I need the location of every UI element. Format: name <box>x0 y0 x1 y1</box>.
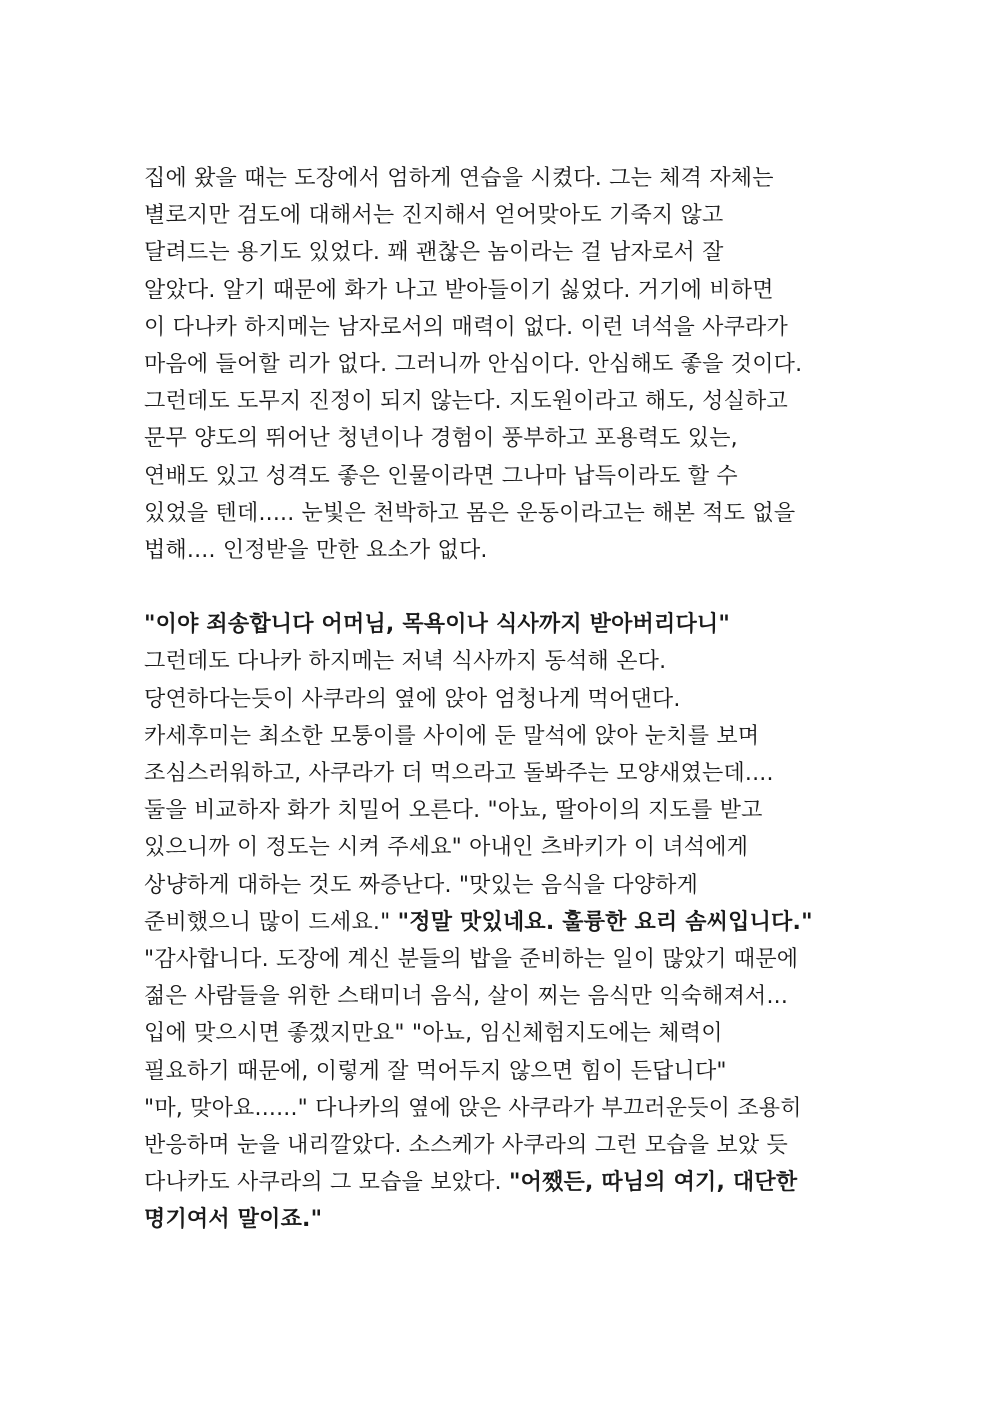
line-9-bold: "정말 맛있네요. 훌륭한 요리 솜씨입니다." <box>397 909 813 935</box>
paragraph-1-line-5: 이 다나카 하지메는 남자로서의 매력이 없다. 이런 녀석을 사쿠라가 <box>144 314 788 340</box>
paragraph-2-line-6: 둘을 비교하자 화가 치밀어 오른다. "아뇨, 딸아이의 지도를 받고 <box>144 798 763 824</box>
paragraph-2-line-16 <box>144 1164 864 1201</box>
line-9-plain: 준비했으니 많이 드세요." <box>144 909 398 935</box>
paragraph-2-line-14: "마, 맞아요......" 다나카의 옆에 앉은 사쿠라가 부끄러운듯이 조용히 <box>144 1095 802 1121</box>
paragraph-2-line-3: 당연하다는듯이 사쿠라의 옆에 앉아 엄청나게 먹어댄다. <box>144 686 681 712</box>
paragraph-1-line-1: 집에 왔을 때는 도장에서 엄하게 연습을 시켰다. 그는 체격 자체는 <box>144 166 774 191</box>
paragraph-2-line-9 <box>144 904 864 941</box>
paragraph-1-line-4: 알았다. 알기 때문에 화가 나고 받아들이기 싫었다. 거기에 비하면 <box>144 277 774 303</box>
paragraph-2-line-1: "이야 죄송합니다 어머님, 목욕이나 식사까지 받아버리다니" <box>144 612 731 638</box>
line-16-bold: "어쨌든, 따님의 여기, 대단한 <box>508 1170 798 1196</box>
paragraph-2-line-8: 상냥하게 대하는 것도 짜증난다. "맛있는 음식을 다양하게 <box>144 872 699 898</box>
paragraph-1-line-11: 법해.... 인정받을 만한 요소가 없다. <box>144 537 488 563</box>
paragraph-gap <box>144 569 864 606</box>
paragraph-2-line-15: 반응하며 눈을 내리깔았다. 소스케가 사쿠라의 그런 모습을 보았 듯 <box>144 1132 788 1158</box>
line-16-plain: 다나카도 사쿠라의 그 모습을 보았다. <box>144 1170 509 1196</box>
paragraph-1-line-10: 있었을 텐데..... 눈빛은 천박하고 몸은 운동이라고는 해본 적도 없을 <box>144 500 796 526</box>
paragraph-2-line-7: 있으니까 이 정도는 시켜 주세요" 아내인 츠바키가 이 녀석에게 <box>144 835 749 861</box>
paragraph-2-line-10: "감사합니다. 도장에 계신 분들의 밥을 준비하는 일이 많았기 때문에 <box>144 946 799 972</box>
paragraph-1-line-9: 연배도 있고 성격도 좋은 인물이라면 그나마 납득이라도 할 수 <box>144 463 738 489</box>
paragraph-1-line-2: 별로지만 검도에 대해서는 진지해서 얻어맞아도 기죽지 않고 <box>144 203 724 229</box>
paragraph-1-line-7: 그런데도 도무지 진정이 되지 않는다. 지도원이라고 해도, 성실하고 <box>144 389 788 415</box>
paragraph-2-line-4: 카세후미는 최소한 모퉁이를 사이에 둔 말석에 앉아 눈치를 보며 <box>144 723 760 749</box>
paragraph-1-line-8: 문무 양도의 뛰어난 청년이나 경험이 풍부하고 포용력도 있는, <box>144 426 738 452</box>
paragraph-1-line-6: 마음에 들어할 리가 없다. 그러니까 안심이다. 안심해도 좋을 것이다. <box>144 351 803 377</box>
story-text <box>144 160 864 1238</box>
paragraph-2-line-13: 필요하기 때문에, 이렇게 잘 먹어두지 않으면 힘이 든답니다" <box>144 1058 727 1084</box>
paragraph-2-line-5: 조심스러워하고, 사쿠라가 더 먹으라고 돌봐주는 모양새였는데.... <box>144 761 774 786</box>
paragraph-2-line-17: 명기여서 말이죠." <box>144 1207 323 1233</box>
paragraph-2-line-11: 젊은 사람들을 위한 스태미너 음식, 살이 찌는 음식만 익숙해져서... <box>144 984 789 1010</box>
paragraph-1-line-3: 달려드는 용기도 있었다. 꽤 괜찮은 놈이라는 걸 남자로서 잘 <box>144 240 724 266</box>
paragraph-2-line-12: 입에 맞으시면 좋겠지만요" "아뇨, 임신체험지도에는 체력이 <box>144 1021 723 1047</box>
paragraph-2-line-2: 그런데도 다나카 하지메는 저녁 식사까지 동석해 온다. <box>144 649 667 675</box>
